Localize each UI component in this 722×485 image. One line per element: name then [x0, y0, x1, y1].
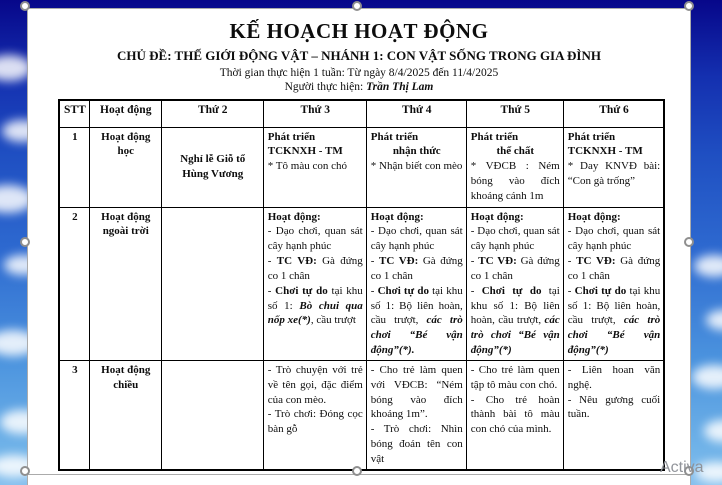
day-cell-thu5	[466, 207, 563, 360]
cell-paragraph: - TC VĐ: Gà đứng co 1 chân	[267, 255, 363, 282]
cell-paragraph: - Cho trẻ làm quen tập tô màu con chó.	[470, 363, 560, 391]
day-cell-thu6	[563, 360, 664, 469]
selection-handle-middle-left[interactable]	[20, 237, 30, 247]
activity-table	[58, 99, 665, 471]
column-header-6: Thứ 6	[563, 100, 664, 127]
selection-handle-top-left[interactable]	[20, 1, 30, 11]
column-header-1: Hoạt động	[89, 100, 161, 127]
time-period-line: Thời gian thực hiện 1 tuần: Từ ngày 8/4/2025 đến 11/4/2025	[219, 67, 499, 79]
day-cell-thu4	[366, 360, 466, 469]
cell-paragraph: Phát triển	[470, 130, 519, 143]
cell-paragraph: * Nhận biết con mèo	[370, 160, 463, 173]
activity-name-cell: Hoạt động chiều	[89, 360, 161, 469]
activation-watermark: Activa	[660, 459, 704, 476]
cell-paragraph: - TC VĐ: Gà đứng co 1 chân	[567, 255, 661, 282]
table-row	[59, 207, 664, 360]
day-cell-thu5	[466, 360, 563, 469]
cloud-decoration	[704, 420, 722, 442]
selection-handle-middle-right[interactable]	[684, 237, 694, 247]
table-body	[59, 127, 664, 470]
column-header-3: Thứ 3	[263, 100, 366, 127]
executor-line	[28, 81, 690, 93]
selection-handle-bottom-center[interactable]	[352, 466, 362, 476]
cloud-decoration	[694, 255, 722, 277]
cell-paragraph: - TC VĐ: Gà đứng co 1 chân	[370, 255, 463, 282]
selection-handle-top-right[interactable]	[684, 1, 694, 11]
column-header-5: Thứ 5	[466, 100, 563, 127]
cell-paragraph: TCKNXH - TM	[567, 145, 643, 158]
cell-paragraph: - TC VĐ: Gà đứng co 1 chân	[470, 255, 560, 282]
cell-paragraph: - Dạo chơi, quan sát cây hạnh phúc	[370, 225, 463, 253]
activity-name-cell: Hoạt động học	[89, 127, 161, 207]
day-cell-thu6	[563, 127, 664, 207]
day-cell-thu3	[263, 360, 366, 469]
cell-paragraph: - Chơi tự do tại khu số 1: Bộ liên hoàn, cầu trượt, các trò chơi “Bé vận động”(*)	[470, 284, 560, 357]
cell-paragraph: Hoạt động:	[370, 210, 424, 223]
row-number-cell: 1	[59, 127, 89, 207]
cell-paragraph: - Cho trẻ làm quen với VĐCB: “Ném bóng vào đích khoảng 1m”.	[370, 363, 463, 421]
page-title: KẾ HOẠCH HOẠT ĐỘNG	[229, 19, 489, 43]
day-cell-thu3	[263, 207, 366, 360]
cloud-decoration	[692, 365, 722, 389]
cell-paragraph: Hoạt động:	[567, 210, 621, 223]
cell-paragraph: * VĐCB : Ném bóng vào đích khoảng cánh 1m	[470, 160, 560, 202]
cell-paragraph: - Trò chơi: Nhìn bóng đoán tên con vật	[370, 423, 463, 465]
table-header-row	[59, 100, 664, 127]
slide-text-box[interactable]	[27, 8, 691, 485]
column-header-0: STT	[59, 100, 89, 127]
day-cell-thu5	[466, 127, 563, 207]
cell-paragraph: - Trò chơi: Đóng cọc bàn gỗ	[267, 408, 363, 436]
day-cell-thu2	[161, 207, 263, 360]
cell-paragraph: - Trò chuyện với trẻ về tên gọi, đặc điểm của con mèo.	[267, 363, 363, 406]
table-row	[59, 360, 664, 469]
cell-paragraph: Phát triển	[567, 130, 616, 143]
cell-paragraph: * Tô màu con chó	[267, 160, 347, 173]
cell-paragraph: * Day KNVĐ bài: “Con gà trống”	[567, 160, 661, 188]
cell-paragraph: - Dạo chơi, quan sát cây hạnh phúc	[470, 225, 560, 253]
cell-paragraph: Phát triển	[370, 130, 419, 143]
cell-paragraph: Nghỉ lễ Giỗ tổ Hùng Vương	[180, 153, 246, 180]
cell-paragraph: Phát triển	[267, 130, 316, 143]
cell-paragraph: - Dạo chơi, quan sát cây hạnh phúc	[567, 225, 661, 253]
cell-paragraph: - Liên hoan văn nghệ.	[567, 363, 661, 391]
day-cell-thu6	[563, 207, 664, 360]
row-number-cell: 3	[59, 360, 89, 469]
day-cell-thu2	[161, 127, 263, 207]
executor-name: Trần Thị Lam	[366, 81, 434, 93]
column-header-4: Thứ 4	[366, 100, 466, 127]
cell-paragraph: Hoạt động:	[470, 210, 524, 223]
day-cell-thu4	[366, 207, 466, 360]
selection-handle-top-center[interactable]	[352, 1, 362, 11]
day-cell-thu3	[263, 127, 366, 207]
cell-paragraph: - Chơi tự do tại khu số 1: Bộ liên hoàn, cầu trượt, các trò chơi “Bé vận động”(*).	[370, 284, 463, 357]
cell-paragraph: - Dạo chơi, quan sát cây hạnh phúc	[267, 225, 363, 253]
row-number-cell: 2	[59, 207, 89, 360]
cell-paragraph: - Nêu gương cuối tuần.	[567, 393, 661, 421]
cell-paragraph: - Cho trẻ hoàn thành bài tô màu con chó của mình.	[470, 393, 560, 436]
column-header-2: Thứ 2	[161, 100, 263, 127]
table-row	[59, 127, 664, 207]
day-cell-thu2	[161, 360, 263, 469]
document-header	[28, 19, 690, 93]
theme-subtitle: CHỦ ĐỀ: THẾ GIỚI ĐỘNG VẬT – NHÁNH 1: CON VẬT SỐNG TRONG GIA ĐÌNH	[117, 48, 601, 63]
day-cell-thu4	[366, 127, 466, 207]
activity-name-cell: Hoạt động ngoài trời	[89, 207, 161, 360]
cell-paragraph: Hoạt động:	[267, 210, 321, 223]
cell-paragraph: - Chơi tự do tại khu số 1: Bộ liên hoàn, cầu trượt, các trò chơi “Bé vận động”(*)	[567, 284, 661, 357]
cell-paragraph: - Chơi tự do tại khu số 1: Bò chui qua nốp xe(*), cầu trượt	[267, 284, 363, 327]
executor-label: Người thực hiện:	[284, 81, 367, 93]
cell-paragraph: thể chất	[496, 145, 535, 158]
activity-table-wrapper	[58, 99, 665, 471]
cloud-decoration	[706, 310, 722, 330]
selection-handle-bottom-left[interactable]	[20, 466, 30, 476]
cell-paragraph: nhận thức	[392, 145, 441, 158]
cell-paragraph: TCKNXH - TM	[267, 145, 343, 158]
